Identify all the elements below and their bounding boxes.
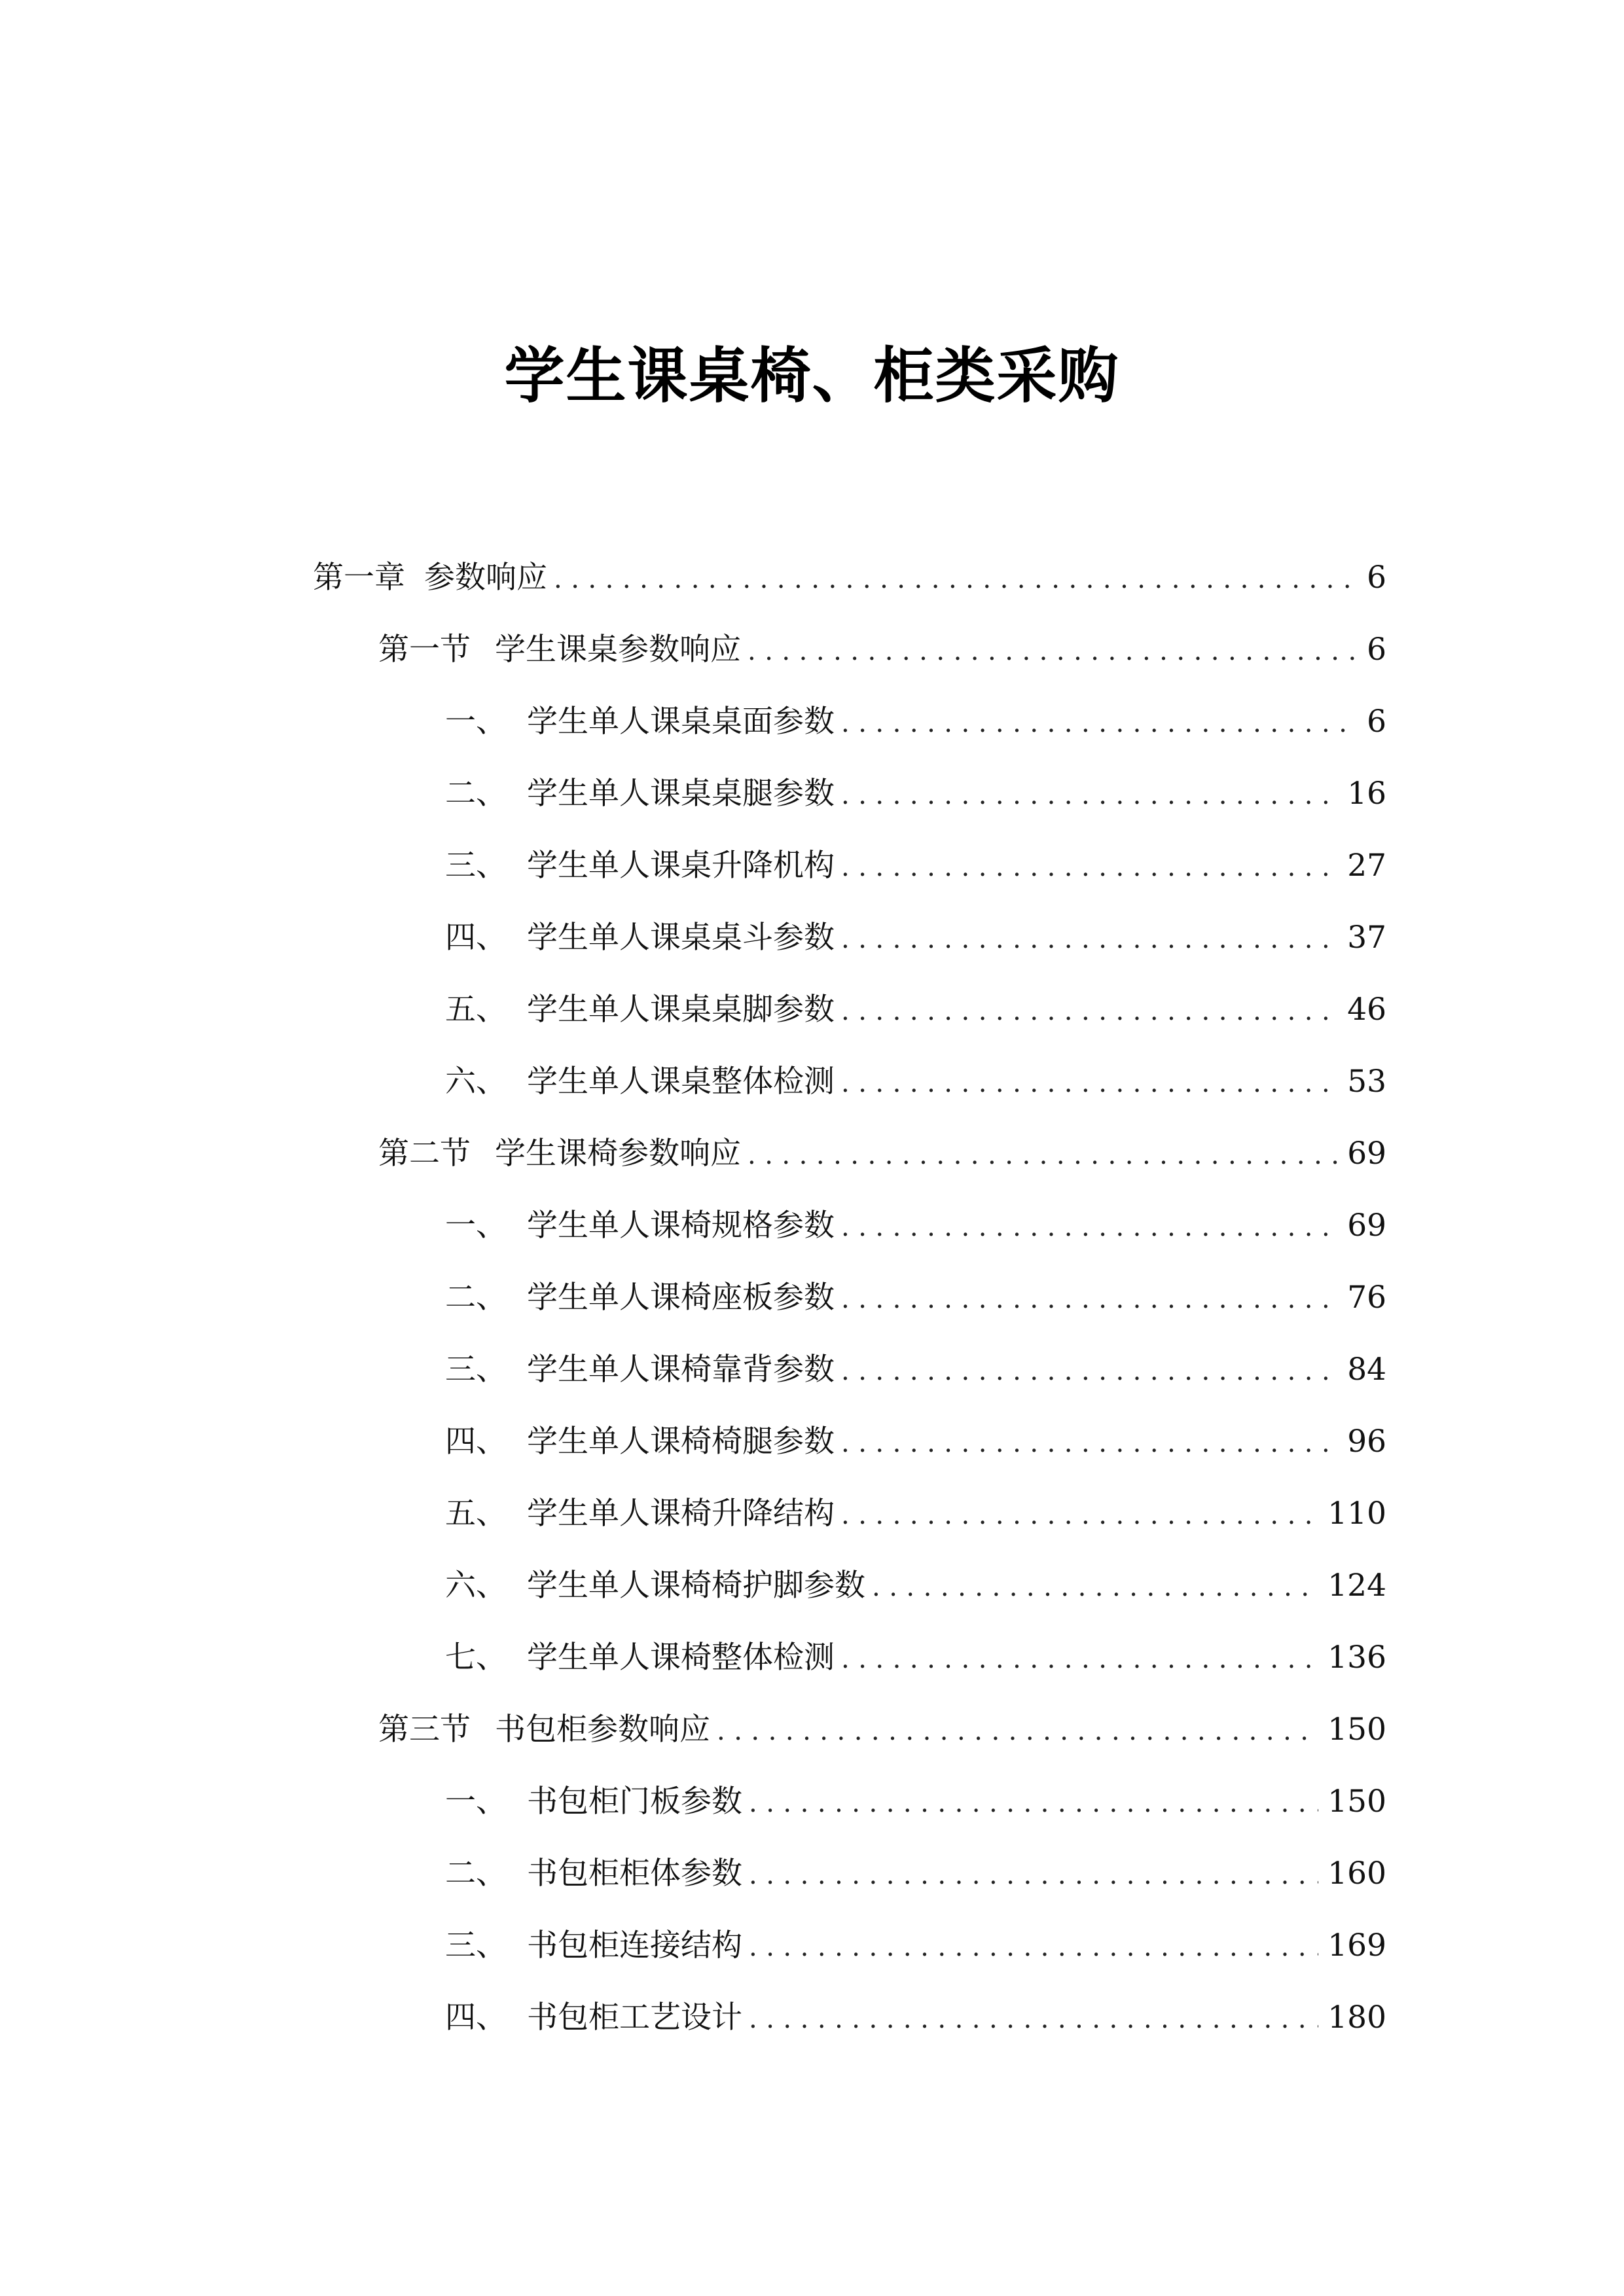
- toc-entry[interactable]: [0, 987, 1386, 1033]
- toc-entry-label: 学生课椅参数响应: [495, 1136, 741, 1172]
- toc-dot-leader: [841, 1420, 1338, 1466]
- toc-entry[interactable]: [0, 1923, 1386, 1969]
- toc-entry-number: 四、: [445, 920, 507, 956]
- toc-entry[interactable]: [0, 627, 1386, 673]
- toc-entry-label: 学生单人课桌桌面参数: [527, 704, 835, 740]
- toc-entry-number: 第一章: [313, 560, 405, 596]
- toc-dot-leader: [841, 844, 1338, 890]
- toc-entry-page-number: 124: [1327, 1568, 1386, 1604]
- toc-dot-leader: [749, 1996, 1318, 2042]
- toc-entry-page-number: 169: [1327, 1928, 1386, 1964]
- toc-entry-label: 书包柜工艺设计: [527, 2000, 742, 2036]
- toc-dot-leader: [841, 1348, 1338, 1394]
- toc-entry-page-number: 84: [1347, 1352, 1386, 1388]
- toc-entry-label: 学生单人课桌升降机构: [527, 848, 835, 884]
- toc-entry[interactable]: [0, 1851, 1386, 1897]
- toc-entry-label: 学生单人课椅整体检测: [527, 1640, 835, 1676]
- toc-entry-label: 书包柜柜体参数: [527, 1856, 742, 1892]
- toc-dot-leader: [841, 1636, 1318, 1682]
- toc-dot-leader: [841, 1492, 1318, 1538]
- toc-entry-page-number: 6: [1367, 704, 1386, 740]
- toc-dot-leader: [872, 1564, 1318, 1610]
- toc-entry[interactable]: [0, 843, 1386, 889]
- toc-entry-number: 五、: [445, 992, 507, 1028]
- toc-entry-number: 第一节: [378, 632, 471, 668]
- toc-entry[interactable]: [0, 1635, 1386, 1681]
- toc-entry[interactable]: [0, 1419, 1386, 1465]
- toc-entry-number: 五、: [445, 1496, 507, 1532]
- toc-entry-page-number: 150: [1327, 1784, 1386, 1820]
- toc-entry[interactable]: [0, 1131, 1386, 1177]
- toc-entry-label: 学生单人课桌桌斗参数: [527, 920, 835, 956]
- toc-dot-leader: [749, 1852, 1318, 1898]
- toc-entry-page-number: 150: [1327, 1712, 1386, 1748]
- toc-entry[interactable]: [0, 1779, 1386, 1825]
- toc-entry-number: 四、: [445, 2000, 507, 2036]
- toc-entry-number: 二、: [445, 1856, 507, 1892]
- toc-entry-label: 学生单人课桌整体检测: [527, 1064, 835, 1100]
- toc-entry-label: 参数响应: [424, 560, 547, 596]
- toc-dot-leader: [748, 628, 1358, 674]
- toc-entry-page-number: 160: [1327, 1856, 1386, 1892]
- toc-dot-leader: [749, 1780, 1318, 1826]
- toc-entry-number: 第三节: [378, 1712, 471, 1748]
- toc-entry-page-number: 69: [1347, 1136, 1386, 1172]
- toc-entry-label: 书包柜参数响应: [495, 1712, 710, 1748]
- toc-entry-label: 学生课桌参数响应: [495, 632, 741, 668]
- toc-dot-leader: [841, 772, 1338, 818]
- toc-entry-label: 书包柜连接结构: [527, 1928, 742, 1964]
- toc-dot-leader: [717, 1708, 1318, 1754]
- toc-dot-leader: [841, 700, 1358, 746]
- toc-entry-page-number: 69: [1347, 1208, 1386, 1244]
- toc-dot-leader: [554, 556, 1358, 602]
- toc-entry-page-number: 27: [1347, 848, 1386, 884]
- toc-entry-page-number: 46: [1347, 992, 1386, 1028]
- toc-entry-label: 学生单人课椅靠背参数: [527, 1352, 835, 1388]
- toc-entry-number: 一、: [445, 704, 507, 740]
- toc-entry-page-number: 110: [1327, 1496, 1386, 1532]
- toc-entry-number: 六、: [445, 1568, 507, 1604]
- toc-dot-leader: [749, 1924, 1318, 1970]
- toc-entry-page-number: 6: [1367, 632, 1386, 668]
- toc-entry[interactable]: [0, 1059, 1386, 1105]
- toc-entry-label: 学生单人课椅椅腿参数: [527, 1424, 835, 1460]
- toc-entry-number: 三、: [445, 1352, 507, 1388]
- toc-entry-label: 学生单人课椅规格参数: [527, 1208, 835, 1244]
- toc-entry[interactable]: [0, 1995, 1386, 2041]
- toc-dot-leader: [841, 1060, 1338, 1106]
- toc-entry[interactable]: [0, 915, 1386, 961]
- toc-entry-page-number: 37: [1347, 920, 1386, 956]
- toc-entry[interactable]: [0, 1347, 1386, 1393]
- toc-entry-label: 学生单人课桌桌腿参数: [527, 776, 835, 812]
- toc-dot-leader: [841, 1204, 1338, 1250]
- toc-entry-number: 一、: [445, 1208, 507, 1244]
- toc-entry-page-number: 53: [1347, 1064, 1386, 1100]
- toc-entry[interactable]: [0, 771, 1386, 817]
- toc-entry-page-number: 16: [1347, 776, 1386, 812]
- toc-entry-number: 三、: [445, 848, 507, 884]
- toc-entry-label: 学生单人课椅升降结构: [527, 1496, 835, 1532]
- toc-entry-number: 四、: [445, 1424, 507, 1460]
- toc-entry-page-number: 136: [1327, 1640, 1386, 1676]
- document-title: 学生课桌椅、柜类采购: [504, 341, 1120, 411]
- toc-entry[interactable]: [0, 1275, 1386, 1321]
- toc-entry-number: 一、: [445, 1784, 507, 1820]
- toc-entry[interactable]: [0, 1563, 1386, 1609]
- toc-entry-page-number: 96: [1347, 1424, 1386, 1460]
- toc-dot-leader: [841, 1276, 1338, 1322]
- toc-entry[interactable]: [0, 1203, 1386, 1249]
- toc-entry-number: 三、: [445, 1928, 507, 1964]
- toc-entry-label: 书包柜门板参数: [527, 1784, 742, 1820]
- toc-entry-number: 第二节: [378, 1136, 471, 1172]
- toc-entry-label: 学生单人课桌桌脚参数: [527, 992, 835, 1028]
- toc-entry-number: 二、: [445, 776, 507, 812]
- toc-entry-page-number: 180: [1327, 2000, 1386, 2036]
- toc-entry-label: 学生单人课椅椅护脚参数: [527, 1568, 865, 1604]
- toc-entry[interactable]: [0, 699, 1386, 745]
- toc-entry-number: 二、: [445, 1280, 507, 1316]
- toc-entry-page-number: 6: [1367, 560, 1386, 596]
- toc-dot-leader: [841, 916, 1338, 962]
- toc-entry-page-number: 76: [1347, 1280, 1386, 1316]
- toc-entry[interactable]: [0, 1707, 1386, 1753]
- toc-dot-leader: [841, 988, 1338, 1034]
- toc-entry[interactable]: [0, 1491, 1386, 1537]
- toc-entry-label: 学生单人课椅座板参数: [527, 1280, 835, 1316]
- toc-entry-number: 六、: [445, 1064, 507, 1100]
- toc-dot-leader: [748, 1132, 1338, 1178]
- toc-entry[interactable]: [0, 555, 1386, 601]
- toc-entry-number: 七、: [445, 1640, 507, 1676]
